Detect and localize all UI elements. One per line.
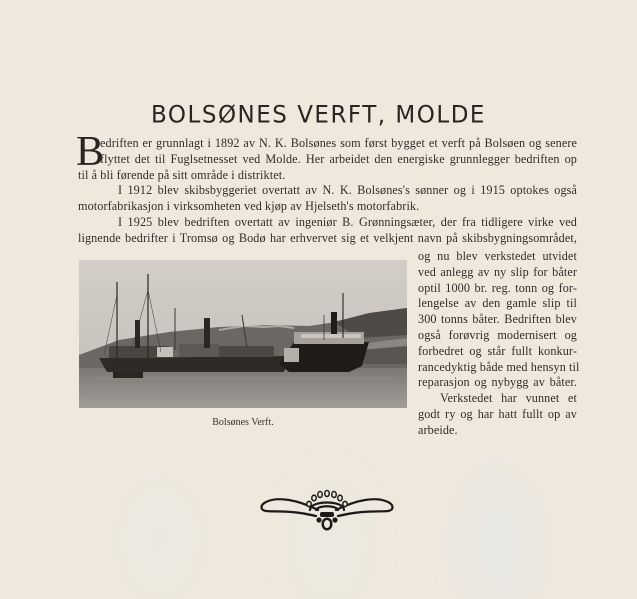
text-line: I 1912 blev skibsbyggeriet overtatt av N. K. Bolsønes's sønner og i 1915 optokes også bbox=[118, 183, 577, 198]
text-line: motorfabrikasjon i virksomheten ved kjøp av Hjelseth's motorfabrik. bbox=[78, 199, 420, 214]
text-line: optil 1000 br. reg. tonn og for- bbox=[418, 280, 577, 295]
text-line: 300 tonns båter. Bedriften blev bbox=[418, 312, 577, 327]
drop-cap: B bbox=[76, 129, 105, 175]
decorative-vignette-icon bbox=[258, 488, 396, 537]
page-title: BOLSØNES VERFT, MOLDE bbox=[151, 101, 486, 130]
text-line: arbeide. bbox=[418, 422, 458, 437]
text-line: rancedyktig både med hensyn til bbox=[418, 359, 580, 374]
text-line: også forøvrig modernisert og bbox=[418, 327, 577, 342]
ships-photo-illustration bbox=[79, 260, 407, 408]
photo-caption: Bolsønes Verft. bbox=[212, 417, 274, 428]
text-line: reparasjon og nybygg av båter. bbox=[418, 375, 577, 390]
text-line: lengelse av den gamle slip til bbox=[418, 296, 577, 311]
shipyard-photo bbox=[79, 260, 407, 408]
text-line: ved anlegg av ny slip for båter bbox=[418, 264, 577, 279]
text-line: I 1925 blev bedriften overtatt av ingeniør B. Grønningsæter, der fra tidligere virke ved bbox=[118, 215, 577, 229]
text-line: flyttet det til Fuglsetnesset ved Molde. Her arbeidet den energiske grunnlegger bedriften op bbox=[100, 151, 577, 166]
text-line: lignende bedrifter i Tromsø og Bodø har erhvervet sig et velkjent navn på skibsbygningsområdet, bbox=[78, 230, 577, 245]
text-line: edriften er grunnlagt i 1892 av N. K. Bolsønes som først bygget et verft på Bolsøen og senere bbox=[100, 136, 577, 150]
text-line: Verkstedet har vunnet et bbox=[440, 391, 577, 406]
text-line: og nu blev verkstedet utvidet bbox=[418, 249, 577, 263]
text-line: godt ry og har hatt fullt op av bbox=[418, 407, 577, 421]
text-line: til å bli førende på sitt område i distriktet. bbox=[78, 167, 286, 182]
text-line: forbedret og står fullt konkur- bbox=[418, 343, 577, 358]
